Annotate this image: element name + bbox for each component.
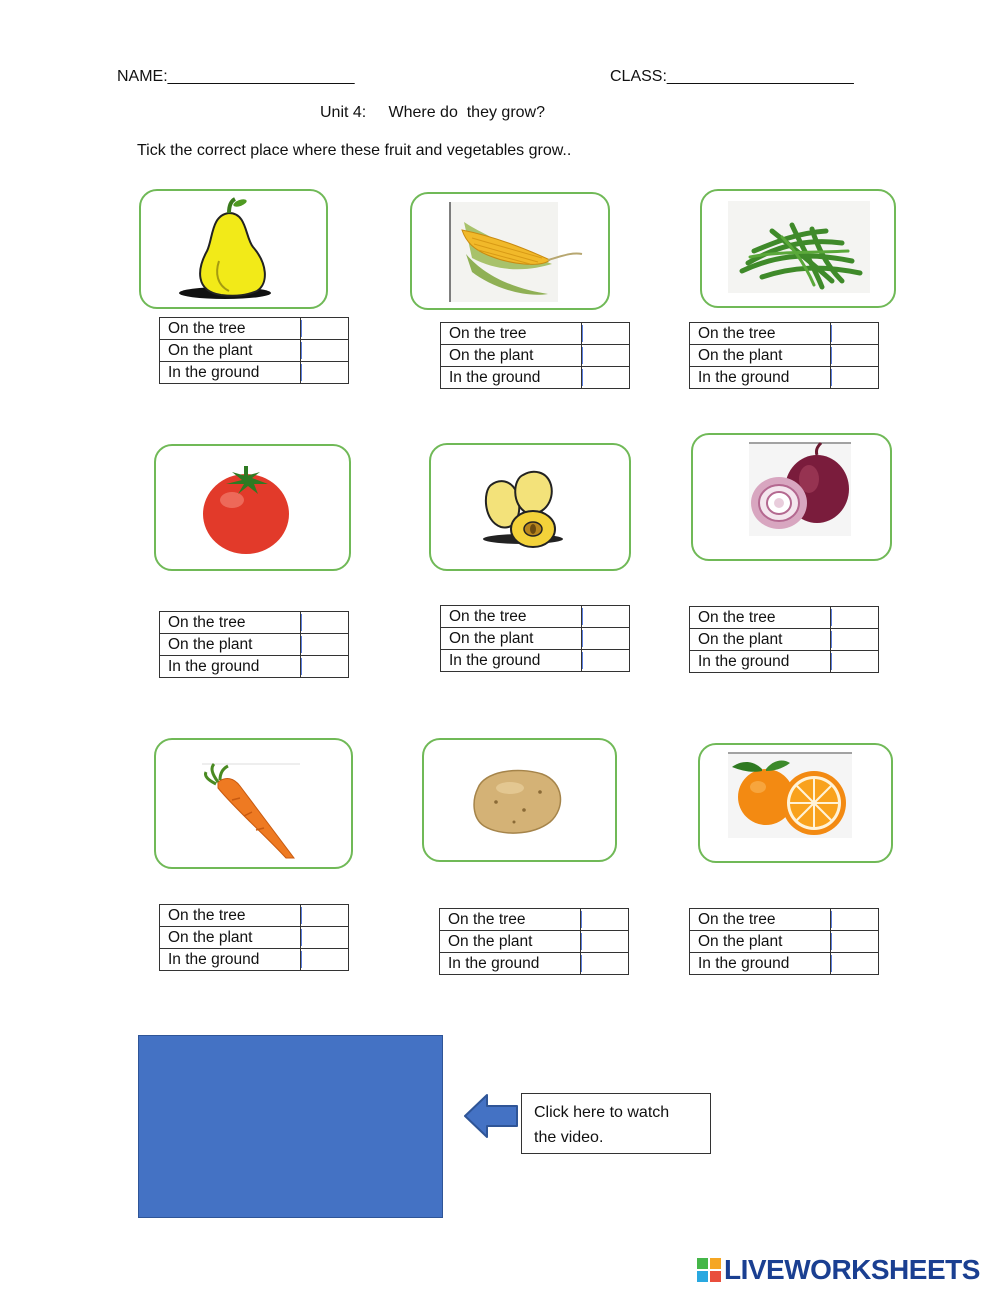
potato-icon <box>424 740 615 860</box>
tick-box-tree[interactable] <box>830 909 878 931</box>
options-table-2 <box>440 322 630 389</box>
tick-box-tree[interactable] <box>581 606 629 628</box>
option-on-the-plant: On the plant <box>441 628 582 650</box>
tick-box-plant[interactable] <box>300 927 348 949</box>
tomato-icon <box>156 446 349 569</box>
tick-box-plant[interactable] <box>581 628 629 650</box>
options-table-3 <box>689 322 879 389</box>
option-on-the-tree: On the tree <box>690 909 831 931</box>
option-in-the-ground: In the ground <box>690 651 831 673</box>
tick-box-ground[interactable] <box>300 949 348 971</box>
option-on-the-tree: On the tree <box>440 909 581 931</box>
options-table-8 <box>439 908 629 975</box>
quince-icon <box>431 445 629 569</box>
option-on-the-tree: On the tree <box>160 318 301 340</box>
logo-text: LIVEWORKSHEETS <box>724 1254 980 1285</box>
onion-icon <box>693 435 890 559</box>
option-on-the-plant: On the plant <box>160 927 301 949</box>
orange-icon <box>700 745 891 861</box>
tick-box-plant[interactable] <box>300 634 348 656</box>
picture-card-1 <box>139 189 328 309</box>
option-in-the-ground: In the ground <box>690 367 831 389</box>
option-in-the-ground: In the ground <box>160 362 301 384</box>
tick-box-ground[interactable] <box>830 651 878 673</box>
instruction-text: Tick the correct place where these fruit and vegetables grow.. <box>137 142 572 159</box>
tick-box-tree[interactable] <box>581 323 629 345</box>
name-field: NAME:_____________________ <box>117 68 355 85</box>
tick-box-plant[interactable] <box>300 340 348 362</box>
callout-text: Click here to watch the video. <box>534 1104 670 1146</box>
option-on-the-tree: On the tree <box>441 323 582 345</box>
options-table-7 <box>159 904 349 971</box>
tick-box-plant[interactable] <box>830 931 878 953</box>
option-in-the-ground: In the ground <box>441 650 582 672</box>
picture-card-5 <box>429 443 631 571</box>
picture-card-7 <box>154 738 353 869</box>
option-on-the-tree: On the tree <box>441 606 582 628</box>
tick-box-plant[interactable] <box>580 931 628 953</box>
option-in-the-ground: In the ground <box>160 656 301 678</box>
corn-icon <box>412 194 608 308</box>
unit-title: Unit 4: Where do they grow? <box>320 104 545 121</box>
picture-card-3 <box>700 189 896 308</box>
watch-video-callout[interactable] <box>521 1093 711 1154</box>
option-on-the-tree: On the tree <box>690 323 831 345</box>
option-in-the-ground: In the ground <box>440 953 581 975</box>
tick-box-ground[interactable] <box>300 362 348 384</box>
tick-box-ground[interactable] <box>581 650 629 672</box>
tick-box-ground[interactable] <box>300 656 348 678</box>
pear-icon <box>141 191 326 307</box>
options-table-6 <box>689 606 879 673</box>
tick-box-tree[interactable] <box>830 323 878 345</box>
tick-box-ground[interactable] <box>580 953 628 975</box>
option-on-the-plant: On the plant <box>690 931 831 953</box>
option-in-the-ground: In the ground <box>441 367 582 389</box>
video-player[interactable] <box>138 1035 443 1218</box>
tick-box-plant[interactable] <box>830 629 878 651</box>
tick-box-tree[interactable] <box>830 607 878 629</box>
liveworksheets-logo <box>697 1255 997 1285</box>
tick-box-tree[interactable] <box>580 909 628 931</box>
class-field: CLASS:_____________________ <box>610 68 854 85</box>
option-on-the-plant: On the plant <box>441 345 582 367</box>
option-on-the-tree: On the tree <box>160 905 301 927</box>
options-table-4 <box>159 611 349 678</box>
tick-box-plant[interactable] <box>830 345 878 367</box>
tick-box-tree[interactable] <box>300 905 348 927</box>
option-on-the-tree: On the tree <box>160 612 301 634</box>
tick-box-ground[interactable] <box>830 367 878 389</box>
tick-box-plant[interactable] <box>581 345 629 367</box>
picture-card-9 <box>698 743 893 863</box>
left-arrow-icon <box>463 1093 519 1139</box>
options-table-5 <box>440 605 630 672</box>
picture-card-8 <box>422 738 617 862</box>
options-table-9 <box>689 908 879 975</box>
option-on-the-plant: On the plant <box>690 629 831 651</box>
option-on-the-tree: On the tree <box>690 607 831 629</box>
tick-box-ground[interactable] <box>830 953 878 975</box>
picture-card-4 <box>154 444 351 571</box>
option-in-the-ground: In the ground <box>690 953 831 975</box>
option-on-the-plant: On the plant <box>440 931 581 953</box>
tick-box-tree[interactable] <box>300 612 348 634</box>
logo-blocks-icon <box>697 1258 721 1282</box>
option-in-the-ground: In the ground <box>160 949 301 971</box>
tick-box-tree[interactable] <box>300 318 348 340</box>
tick-box-ground[interactable] <box>581 367 629 389</box>
option-on-the-plant: On the plant <box>160 340 301 362</box>
picture-card-2 <box>410 192 610 310</box>
carrot-icon <box>156 740 351 867</box>
picture-card-6 <box>691 433 892 561</box>
options-table-1 <box>159 317 349 384</box>
green-beans-icon <box>702 191 894 306</box>
option-on-the-plant: On the plant <box>690 345 831 367</box>
option-on-the-plant: On the plant <box>160 634 301 656</box>
